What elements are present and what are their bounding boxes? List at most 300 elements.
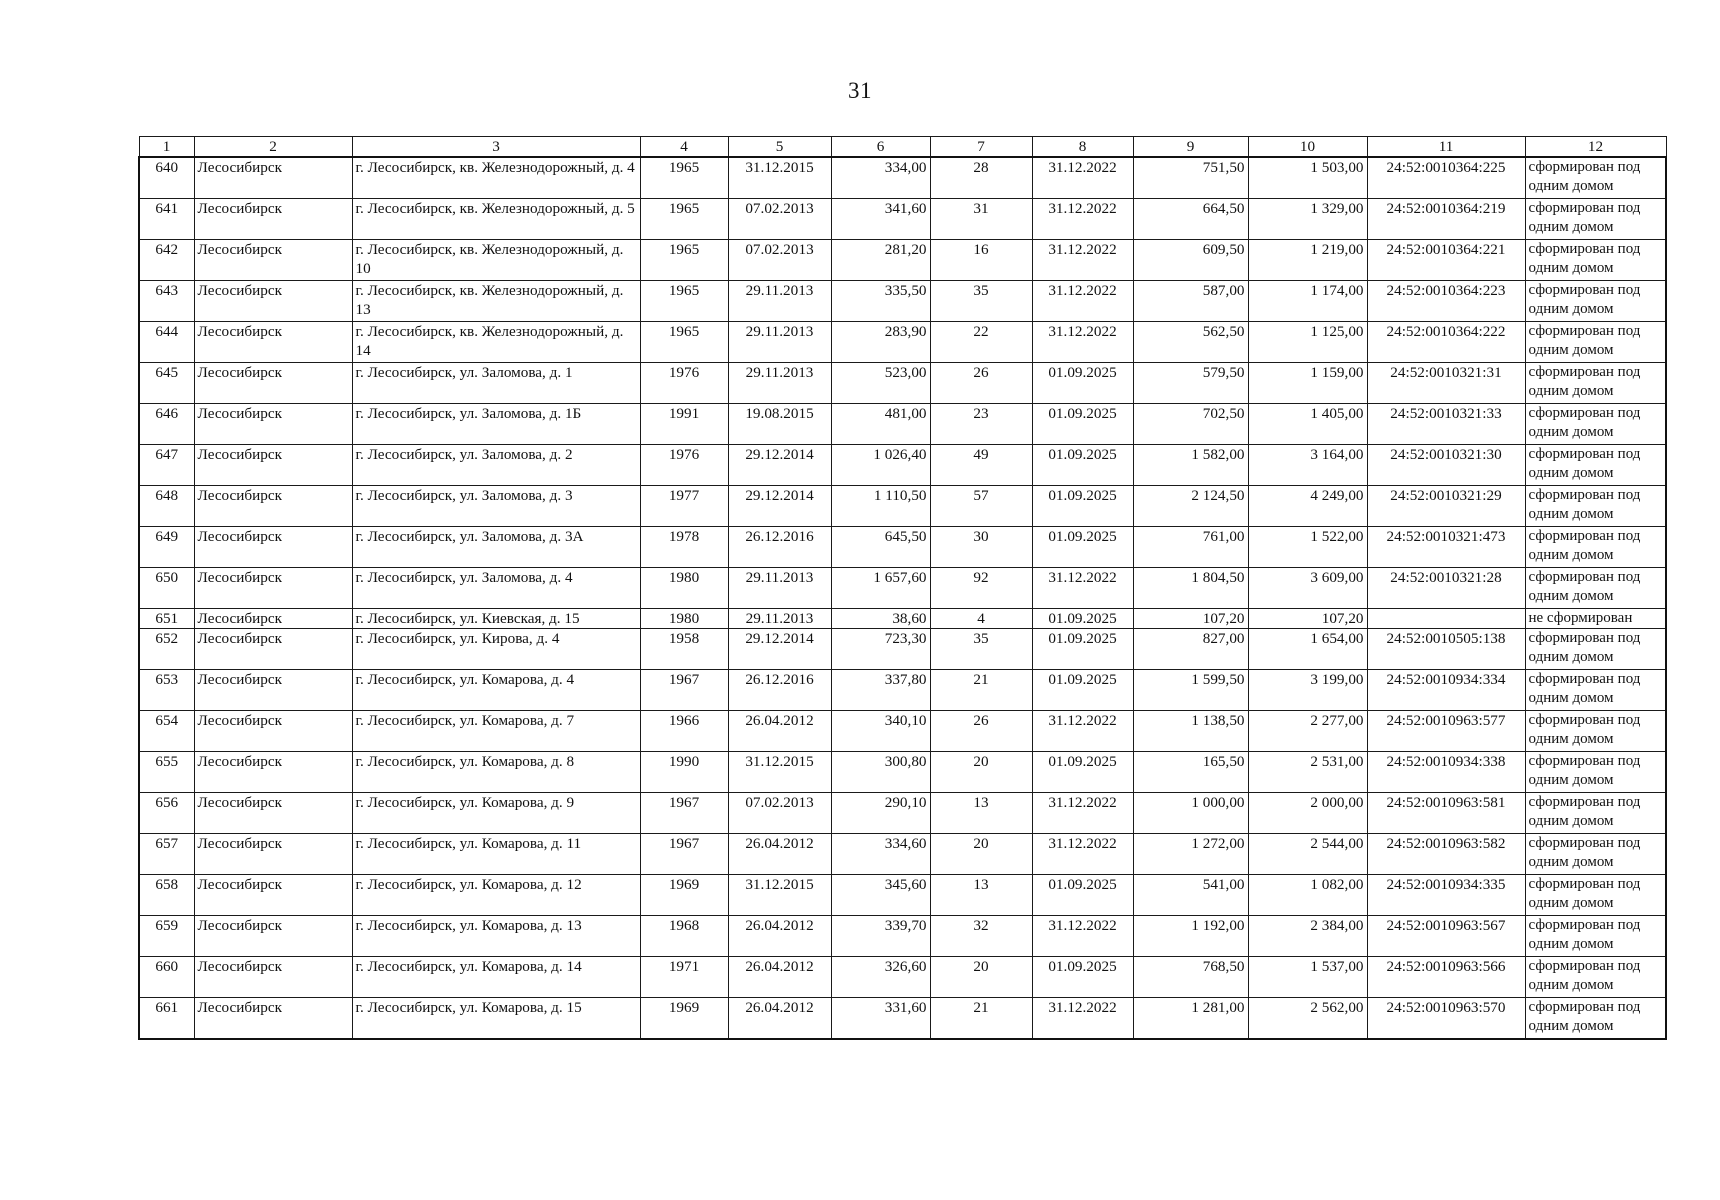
land-status-cell: сформирован под одним домом: [1525, 445, 1666, 486]
deadline-date-cell: 31.12.2022: [1032, 281, 1133, 322]
municipality-cell: Лесосибирск: [194, 916, 352, 957]
area-cell: 334,00: [831, 157, 930, 199]
header-row: [139, 137, 1666, 158]
land-status-cell: сформирован под одним домом: [1525, 363, 1666, 404]
column-header: 6: [831, 137, 930, 158]
residents-cell: 32: [930, 916, 1032, 957]
amount-2-cell: 4 249,00: [1248, 486, 1367, 527]
row-number-cell: 645: [139, 363, 194, 404]
inclusion-date-cell: 26.12.2016: [728, 670, 831, 711]
cadastral-number-cell: 24:52:0010963:577: [1367, 711, 1525, 752]
municipality-cell: Лесосибирск: [194, 957, 352, 998]
area-cell: 723,30: [831, 629, 930, 670]
address-cell: г. Лесосибирск, ул. Комарова, д. 4: [352, 670, 640, 711]
address-cell: г. Лесосибирск, ул. Заломова, д. 1Б: [352, 404, 640, 445]
amount-2-cell: 3 164,00: [1248, 445, 1367, 486]
cadastral-number-cell: 24:52:0010934:334: [1367, 670, 1525, 711]
municipality-cell: Лесосибирск: [194, 404, 352, 445]
table-row: [139, 445, 1666, 486]
deadline-date-cell: 01.09.2025: [1032, 363, 1133, 404]
area-cell: 290,10: [831, 793, 930, 834]
amount-2-cell: 2 000,00: [1248, 793, 1367, 834]
area-cell: 334,60: [831, 834, 930, 875]
amount-2-cell: 3 199,00: [1248, 670, 1367, 711]
year-built-cell: 1966: [640, 711, 728, 752]
municipality-cell: Лесосибирск: [194, 875, 352, 916]
cadastral-number-cell: 24:52:0010364:225: [1367, 157, 1525, 199]
table-body: [139, 157, 1666, 1039]
deadline-date-cell: 31.12.2022: [1032, 834, 1133, 875]
address-cell: г. Лесосибирск, кв. Железнодорожный, д. 5: [352, 199, 640, 240]
area-cell: 331,60: [831, 998, 930, 1040]
residents-cell: 28: [930, 157, 1032, 199]
municipality-cell: Лесосибирск: [194, 240, 352, 281]
row-number-cell: 653: [139, 670, 194, 711]
row-number-cell: 642: [139, 240, 194, 281]
address-cell: г. Лесосибирск, ул. Кирова, д. 4: [352, 629, 640, 670]
residents-cell: 35: [930, 629, 1032, 670]
land-status-cell: сформирован под одним домом: [1525, 322, 1666, 363]
municipality-cell: Лесосибирск: [194, 998, 352, 1040]
year-built-cell: 1969: [640, 875, 728, 916]
amount-1-cell: 768,50: [1133, 957, 1248, 998]
address-cell: г. Лесосибирск, ул. Комарова, д. 9: [352, 793, 640, 834]
amount-2-cell: 2 544,00: [1248, 834, 1367, 875]
row-number-cell: 643: [139, 281, 194, 322]
residents-cell: 31: [930, 199, 1032, 240]
cadastral-number-cell: 24:52:0010321:473: [1367, 527, 1525, 568]
row-number-cell: 646: [139, 404, 194, 445]
cadastral-number-cell: 24:52:0010934:338: [1367, 752, 1525, 793]
deadline-date-cell: 01.09.2025: [1032, 752, 1133, 793]
cadastral-number-cell: 24:52:0010963:566: [1367, 957, 1525, 998]
amount-1-cell: 2 124,50: [1133, 486, 1248, 527]
column-header: 7: [930, 137, 1032, 158]
table-row: [139, 486, 1666, 527]
address-cell: г. Лесосибирск, ул. Комарова, д. 7: [352, 711, 640, 752]
land-status-cell: сформирован под одним домом: [1525, 875, 1666, 916]
municipality-cell: Лесосибирск: [194, 793, 352, 834]
inclusion-date-cell: 31.12.2015: [728, 875, 831, 916]
column-header: 5: [728, 137, 831, 158]
table-row: [139, 629, 1666, 670]
residents-cell: 16: [930, 240, 1032, 281]
deadline-date-cell: 31.12.2022: [1032, 157, 1133, 199]
cadastral-number-cell: 24:52:0010321:30: [1367, 445, 1525, 486]
table-row: [139, 281, 1666, 322]
table-row: [139, 199, 1666, 240]
residents-cell: 92: [930, 568, 1032, 609]
amount-1-cell: 1 804,50: [1133, 568, 1248, 609]
deadline-date-cell: 31.12.2022: [1032, 793, 1133, 834]
municipality-cell: Лесосибирск: [194, 527, 352, 568]
inclusion-date-cell: 29.11.2013: [728, 281, 831, 322]
area-cell: 339,70: [831, 916, 930, 957]
row-number-cell: 644: [139, 322, 194, 363]
year-built-cell: 1976: [640, 363, 728, 404]
residents-cell: 20: [930, 752, 1032, 793]
municipality-cell: Лесосибирск: [194, 322, 352, 363]
housing-registry-table: [138, 136, 1667, 1040]
column-header: 12: [1525, 137, 1666, 158]
column-header: 8: [1032, 137, 1133, 158]
cadastral-number-cell: 24:52:0010364:221: [1367, 240, 1525, 281]
area-cell: 337,80: [831, 670, 930, 711]
address-cell: г. Лесосибирск, ул. Заломова, д. 1: [352, 363, 640, 404]
residents-cell: 26: [930, 363, 1032, 404]
column-header: 1: [139, 137, 194, 158]
amount-2-cell: 1 537,00: [1248, 957, 1367, 998]
amount-1-cell: 579,50: [1133, 363, 1248, 404]
area-cell: 345,60: [831, 875, 930, 916]
inclusion-date-cell: 29.12.2014: [728, 629, 831, 670]
year-built-cell: 1969: [640, 998, 728, 1040]
land-status-cell: сформирован под одним домом: [1525, 711, 1666, 752]
table-row: [139, 875, 1666, 916]
inclusion-date-cell: 26.12.2016: [728, 527, 831, 568]
land-status-cell: не сформирован: [1525, 609, 1666, 629]
amount-1-cell: 165,50: [1133, 752, 1248, 793]
municipality-cell: Лесосибирск: [194, 486, 352, 527]
amount-2-cell: 2 277,00: [1248, 711, 1367, 752]
amount-1-cell: 702,50: [1133, 404, 1248, 445]
residents-cell: 13: [930, 793, 1032, 834]
year-built-cell: 1991: [640, 404, 728, 445]
amount-1-cell: 587,00: [1133, 281, 1248, 322]
area-cell: 341,60: [831, 199, 930, 240]
inclusion-date-cell: 26.04.2012: [728, 916, 831, 957]
deadline-date-cell: 31.12.2022: [1032, 199, 1133, 240]
year-built-cell: 1978: [640, 527, 728, 568]
inclusion-date-cell: 29.11.2013: [728, 322, 831, 363]
year-built-cell: 1965: [640, 199, 728, 240]
row-number-cell: 655: [139, 752, 194, 793]
deadline-date-cell: 01.09.2025: [1032, 445, 1133, 486]
deadline-date-cell: 01.09.2025: [1032, 486, 1133, 527]
amount-1-cell: 609,50: [1133, 240, 1248, 281]
table-row: [139, 527, 1666, 568]
residents-cell: 20: [930, 834, 1032, 875]
year-built-cell: 1968: [640, 916, 728, 957]
deadline-date-cell: 31.12.2022: [1032, 711, 1133, 752]
cadastral-number-cell: [1367, 609, 1525, 629]
residents-cell: 35: [930, 281, 1032, 322]
deadline-date-cell: 01.09.2025: [1032, 609, 1133, 629]
inclusion-date-cell: 26.04.2012: [728, 711, 831, 752]
amount-2-cell: 1 522,00: [1248, 527, 1367, 568]
address-cell: г. Лесосибирск, ул. Комарова, д. 12: [352, 875, 640, 916]
row-number-cell: 658: [139, 875, 194, 916]
inclusion-date-cell: 29.11.2013: [728, 609, 831, 629]
deadline-date-cell: 31.12.2022: [1032, 916, 1133, 957]
residents-cell: 23: [930, 404, 1032, 445]
address-cell: г. Лесосибирск, ул. Заломова, д. 3: [352, 486, 640, 527]
amount-1-cell: 107,20: [1133, 609, 1248, 629]
land-status-cell: сформирован под одним домом: [1525, 793, 1666, 834]
land-status-cell: сформирован под одним домом: [1525, 916, 1666, 957]
year-built-cell: 1971: [640, 957, 728, 998]
land-status-cell: сформирован под одним домом: [1525, 752, 1666, 793]
inclusion-date-cell: 31.12.2015: [728, 752, 831, 793]
inclusion-date-cell: 29.11.2013: [728, 568, 831, 609]
cadastral-number-cell: 24:52:0010963:570: [1367, 998, 1525, 1040]
year-built-cell: 1965: [640, 240, 728, 281]
area-cell: 281,20: [831, 240, 930, 281]
inclusion-date-cell: 26.04.2012: [728, 834, 831, 875]
deadline-date-cell: 31.12.2022: [1032, 322, 1133, 363]
year-built-cell: 1980: [640, 609, 728, 629]
cadastral-number-cell: 24:52:0010321:28: [1367, 568, 1525, 609]
land-status-cell: сформирован под одним домом: [1525, 998, 1666, 1040]
address-cell: г. Лесосибирск, кв. Железнодорожный, д. 14: [352, 322, 640, 363]
area-cell: 340,10: [831, 711, 930, 752]
amount-2-cell: 1 174,00: [1248, 281, 1367, 322]
row-number-cell: 657: [139, 834, 194, 875]
residents-cell: 4: [930, 609, 1032, 629]
amount-2-cell: 1 219,00: [1248, 240, 1367, 281]
deadline-date-cell: 31.12.2022: [1032, 240, 1133, 281]
land-status-cell: сформирован под одним домом: [1525, 404, 1666, 445]
amount-2-cell: 1 329,00: [1248, 199, 1367, 240]
table-row: [139, 711, 1666, 752]
year-built-cell: 1990: [640, 752, 728, 793]
deadline-date-cell: 01.09.2025: [1032, 875, 1133, 916]
deadline-date-cell: 01.09.2025: [1032, 527, 1133, 568]
row-number-cell: 640: [139, 157, 194, 199]
area-cell: 645,50: [831, 527, 930, 568]
land-status-cell: сформирован под одним домом: [1525, 240, 1666, 281]
year-built-cell: 1967: [640, 834, 728, 875]
inclusion-date-cell: 26.04.2012: [728, 957, 831, 998]
residents-cell: 49: [930, 445, 1032, 486]
amount-1-cell: 761,00: [1133, 527, 1248, 568]
table-row: [139, 363, 1666, 404]
amount-2-cell: 1 159,00: [1248, 363, 1367, 404]
amount-1-cell: 664,50: [1133, 199, 1248, 240]
year-built-cell: 1965: [640, 322, 728, 363]
amount-2-cell: 1 082,00: [1248, 875, 1367, 916]
municipality-cell: Лесосибирск: [194, 834, 352, 875]
address-cell: г. Лесосибирск, кв. Железнодорожный, д. 4: [352, 157, 640, 199]
residents-cell: 22: [930, 322, 1032, 363]
land-status-cell: сформирован под одним домом: [1525, 629, 1666, 670]
table-row: [139, 752, 1666, 793]
column-header: 2: [194, 137, 352, 158]
land-status-cell: сформирован под одним домом: [1525, 670, 1666, 711]
area-cell: 1 110,50: [831, 486, 930, 527]
amount-2-cell: 1 125,00: [1248, 322, 1367, 363]
address-cell: г. Лесосибирск, ул. Комарова, д. 11: [352, 834, 640, 875]
address-cell: г. Лесосибирск, кв. Железнодорожный, д. 10: [352, 240, 640, 281]
land-status-cell: сформирован под одним домом: [1525, 568, 1666, 609]
cadastral-number-cell: 24:52:0010321:33: [1367, 404, 1525, 445]
inclusion-date-cell: 26.04.2012: [728, 998, 831, 1040]
land-status-cell: сформирован под одним домом: [1525, 157, 1666, 199]
area-cell: 38,60: [831, 609, 930, 629]
inclusion-date-cell: 29.12.2014: [728, 445, 831, 486]
table-row: [139, 670, 1666, 711]
residents-cell: 57: [930, 486, 1032, 527]
municipality-cell: Лесосибирск: [194, 445, 352, 486]
deadline-date-cell: 01.09.2025: [1032, 629, 1133, 670]
residents-cell: 21: [930, 998, 1032, 1040]
inclusion-date-cell: 29.12.2014: [728, 486, 831, 527]
year-built-cell: 1967: [640, 793, 728, 834]
inclusion-date-cell: 07.02.2013: [728, 199, 831, 240]
address-cell: г. Лесосибирск, ул. Киевская, д. 15: [352, 609, 640, 629]
row-number-cell: 647: [139, 445, 194, 486]
column-header: 10: [1248, 137, 1367, 158]
area-cell: 1 026,40: [831, 445, 930, 486]
residents-cell: 13: [930, 875, 1032, 916]
row-number-cell: 654: [139, 711, 194, 752]
amount-1-cell: 1 582,00: [1133, 445, 1248, 486]
cadastral-number-cell: 24:52:0010364:223: [1367, 281, 1525, 322]
area-cell: 1 657,60: [831, 568, 930, 609]
cadastral-number-cell: 24:52:0010321:29: [1367, 486, 1525, 527]
table-row: [139, 157, 1666, 199]
amount-2-cell: 3 609,00: [1248, 568, 1367, 609]
area-cell: 326,60: [831, 957, 930, 998]
address-cell: г. Лесосибирск, ул. Комарова, д. 13: [352, 916, 640, 957]
municipality-cell: Лесосибирск: [194, 363, 352, 404]
address-cell: г. Лесосибирск, кв. Железнодорожный, д. 13: [352, 281, 640, 322]
land-status-cell: сформирован под одним домом: [1525, 281, 1666, 322]
amount-2-cell: 2 531,00: [1248, 752, 1367, 793]
row-number-cell: 656: [139, 793, 194, 834]
deadline-date-cell: 01.09.2025: [1032, 404, 1133, 445]
row-number-cell: 641: [139, 199, 194, 240]
year-built-cell: 1965: [640, 281, 728, 322]
cadastral-number-cell: 24:52:0010963:581: [1367, 793, 1525, 834]
row-number-cell: 648: [139, 486, 194, 527]
inclusion-date-cell: 29.11.2013: [728, 363, 831, 404]
land-status-cell: сформирован под одним домом: [1525, 527, 1666, 568]
table-row: [139, 916, 1666, 957]
land-status-cell: сформирован под одним домом: [1525, 199, 1666, 240]
municipality-cell: Лесосибирск: [194, 568, 352, 609]
table-row: [139, 998, 1666, 1040]
table-row: [139, 240, 1666, 281]
row-number-cell: 650: [139, 568, 194, 609]
cadastral-number-cell: 24:52:0010505:138: [1367, 629, 1525, 670]
column-header: 11: [1367, 137, 1525, 158]
residents-cell: 20: [930, 957, 1032, 998]
deadline-date-cell: 31.12.2022: [1032, 568, 1133, 609]
column-header: 4: [640, 137, 728, 158]
amount-1-cell: 1 000,00: [1133, 793, 1248, 834]
municipality-cell: Лесосибирск: [194, 609, 352, 629]
amount-2-cell: 1 405,00: [1248, 404, 1367, 445]
address-cell: г. Лесосибирск, ул. Комарова, д. 8: [352, 752, 640, 793]
cadastral-number-cell: 24:52:0010321:31: [1367, 363, 1525, 404]
cadastral-number-cell: 24:52:0010364:222: [1367, 322, 1525, 363]
amount-2-cell: 2 562,00: [1248, 998, 1367, 1040]
table-row: [139, 404, 1666, 445]
year-built-cell: 1980: [640, 568, 728, 609]
inclusion-date-cell: 07.02.2013: [728, 240, 831, 281]
table-row: [139, 568, 1666, 609]
address-cell: г. Лесосибирск, ул. Комарова, д. 15: [352, 998, 640, 1040]
table-row: [139, 609, 1666, 629]
table-row: [139, 957, 1666, 998]
table-row: [139, 793, 1666, 834]
row-number-cell: 649: [139, 527, 194, 568]
residents-cell: 30: [930, 527, 1032, 568]
amount-1-cell: 1 272,00: [1133, 834, 1248, 875]
area-cell: 300,80: [831, 752, 930, 793]
row-number-cell: 661: [139, 998, 194, 1040]
year-built-cell: 1967: [640, 670, 728, 711]
year-built-cell: 1958: [640, 629, 728, 670]
address-cell: г. Лесосибирск, ул. Комарова, д. 14: [352, 957, 640, 998]
amount-1-cell: 751,50: [1133, 157, 1248, 199]
amount-1-cell: 1 599,50: [1133, 670, 1248, 711]
area-cell: 335,50: [831, 281, 930, 322]
amount-1-cell: 541,00: [1133, 875, 1248, 916]
inclusion-date-cell: 07.02.2013: [728, 793, 831, 834]
municipality-cell: Лесосибирск: [194, 281, 352, 322]
table-row: [139, 322, 1666, 363]
municipality-cell: Лесосибирск: [194, 711, 352, 752]
address-cell: г. Лесосибирск, ул. Заломова, д. 4: [352, 568, 640, 609]
area-cell: 481,00: [831, 404, 930, 445]
year-built-cell: 1965: [640, 157, 728, 199]
cadastral-number-cell: 24:52:0010963:567: [1367, 916, 1525, 957]
municipality-cell: Лесосибирск: [194, 199, 352, 240]
amount-1-cell: 562,50: [1133, 322, 1248, 363]
table-row: [139, 834, 1666, 875]
inclusion-date-cell: 19.08.2015: [728, 404, 831, 445]
column-header: 9: [1133, 137, 1248, 158]
amount-1-cell: 1 281,00: [1133, 998, 1248, 1040]
deadline-date-cell: 01.09.2025: [1032, 957, 1133, 998]
amount-1-cell: 1 138,50: [1133, 711, 1248, 752]
amount-1-cell: 827,00: [1133, 629, 1248, 670]
area-cell: 283,90: [831, 322, 930, 363]
amount-1-cell: 1 192,00: [1133, 916, 1248, 957]
municipality-cell: Лесосибирск: [194, 670, 352, 711]
area-cell: 523,00: [831, 363, 930, 404]
year-built-cell: 1977: [640, 486, 728, 527]
municipality-cell: Лесосибирск: [194, 157, 352, 199]
amount-2-cell: 1 503,00: [1248, 157, 1367, 199]
inclusion-date-cell: 31.12.2015: [728, 157, 831, 199]
cadastral-number-cell: 24:52:0010934:335: [1367, 875, 1525, 916]
row-number-cell: 660: [139, 957, 194, 998]
deadline-date-cell: 01.09.2025: [1032, 670, 1133, 711]
land-status-cell: сформирован под одним домом: [1525, 834, 1666, 875]
cadastral-number-cell: 24:52:0010963:582: [1367, 834, 1525, 875]
address-cell: г. Лесосибирск, ул. Заломова, д. 3А: [352, 527, 640, 568]
land-status-cell: сформирован под одним домом: [1525, 486, 1666, 527]
residents-cell: 21: [930, 670, 1032, 711]
amount-2-cell: 1 654,00: [1248, 629, 1367, 670]
column-header: 3: [352, 137, 640, 158]
municipality-cell: Лесосибирск: [194, 629, 352, 670]
address-cell: г. Лесосибирск, ул. Заломова, д. 2: [352, 445, 640, 486]
deadline-date-cell: 31.12.2022: [1032, 998, 1133, 1040]
cadastral-number-cell: 24:52:0010364:219: [1367, 199, 1525, 240]
page-number: 31: [848, 78, 872, 103]
amount-2-cell: 107,20: [1248, 609, 1367, 629]
residents-cell: 26: [930, 711, 1032, 752]
row-number-cell: 659: [139, 916, 194, 957]
year-built-cell: 1976: [640, 445, 728, 486]
amount-2-cell: 2 384,00: [1248, 916, 1367, 957]
land-status-cell: сформирован под одним домом: [1525, 957, 1666, 998]
row-number-cell: 651: [139, 609, 194, 629]
